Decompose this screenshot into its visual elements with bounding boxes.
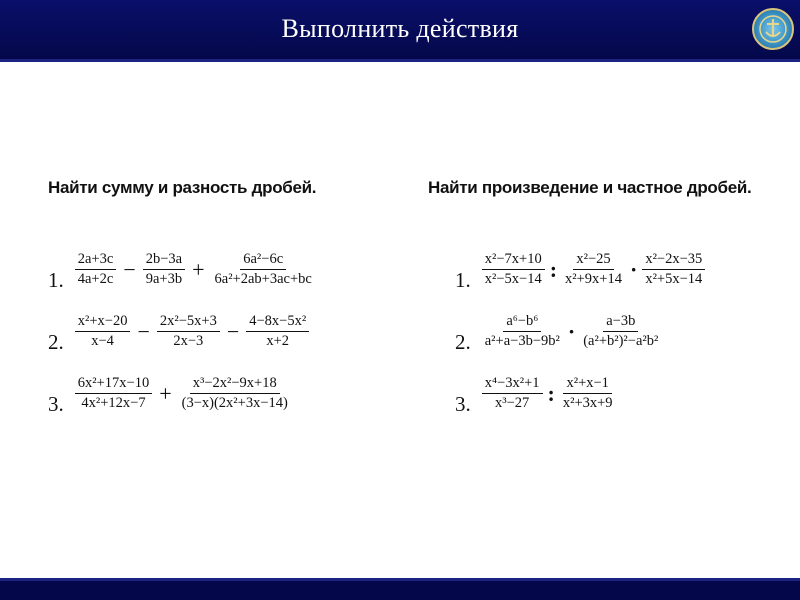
fraction (482, 313, 563, 350)
fraction (560, 375, 616, 412)
numerator: 2b−3a (143, 251, 185, 270)
item-number: 2. (48, 330, 64, 354)
emblem-icon (752, 8, 794, 50)
operator: : (549, 256, 558, 282)
numerator: x²−7x+10 (482, 251, 545, 270)
left-item-3 (48, 370, 294, 417)
item-number: 1. (48, 268, 64, 292)
numerator: a−3b (603, 313, 638, 332)
denominator: 4x²+12x−7 (81, 395, 146, 411)
denominator: 9a+3b (145, 271, 183, 287)
left-heading: Найти сумму и разность дробей. (48, 178, 317, 197)
left-item-1 (48, 246, 318, 293)
item-number: 3. (455, 392, 471, 416)
numerator: 6x²+17x−10 (75, 375, 152, 394)
fraction (143, 251, 185, 288)
numerator: x²+x−1 (563, 375, 611, 394)
title-bar (0, 0, 800, 62)
operator: + (192, 256, 205, 282)
fraction (482, 251, 545, 288)
numerator: 2a+3c (75, 251, 117, 270)
denominator: 6a²+2ab+3ac+bc (214, 271, 312, 287)
denominator: a²+a−3b−9b² (484, 333, 560, 349)
fraction (179, 375, 291, 412)
fraction (642, 251, 705, 288)
denominator: x²+5x−14 (645, 271, 703, 287)
operator: + (159, 380, 172, 406)
operator: − (226, 318, 240, 344)
numerator: 6a²−6c (240, 251, 286, 270)
denominator: x²−5x−14 (484, 271, 542, 287)
footer-bar (0, 578, 800, 600)
item-number: 1. (455, 268, 471, 292)
numerator: 4−8x−5x² (246, 313, 309, 332)
numerator: 2x²−5x+3 (157, 313, 220, 332)
operator: · (567, 318, 576, 344)
left-item-2 (48, 308, 312, 355)
numerator: x²−2x−35 (642, 251, 705, 270)
right-item-3 (455, 370, 619, 417)
numerator: a⁶−b⁶ (503, 313, 541, 332)
fraction (75, 251, 117, 288)
fraction (75, 375, 152, 412)
denominator: x²+3x+9 (562, 395, 613, 411)
denominator: (3−x)(2x²+3x−14) (181, 395, 288, 411)
denominator: x²+9x+14 (565, 271, 622, 287)
denominator: x³−27 (494, 395, 530, 411)
denominator: 2x−3 (173, 333, 204, 349)
fraction (212, 251, 315, 288)
operator: − (137, 318, 150, 344)
right-item-2 (455, 308, 664, 355)
denominator: x+2 (266, 333, 290, 349)
operator: · (629, 256, 638, 282)
operator: − (123, 256, 136, 282)
fraction (562, 251, 625, 288)
item-number: 2. (455, 330, 471, 354)
denominator: x−4 (91, 333, 114, 349)
numerator: x²+x−20 (75, 313, 131, 332)
numerator: x³−2x²−9x+18 (190, 375, 280, 394)
fraction (75, 313, 131, 350)
numerator: x⁴−3x²+1 (482, 375, 543, 394)
fraction (157, 313, 220, 350)
item-number: 3. (48, 392, 64, 416)
denominator: (a²+b²)²−a²b² (583, 333, 659, 349)
fraction (482, 375, 543, 412)
fraction (246, 313, 309, 350)
right-item-1 (455, 246, 708, 293)
slide-title: Выполнить действия (281, 14, 519, 43)
anchor-icon (754, 10, 792, 48)
fraction (580, 313, 661, 350)
numerator: x²−25 (573, 251, 613, 270)
denominator: 4a+2c (77, 271, 114, 287)
right-heading: Найти произведение и частное дробей. (428, 178, 752, 197)
operator: : (547, 380, 555, 406)
